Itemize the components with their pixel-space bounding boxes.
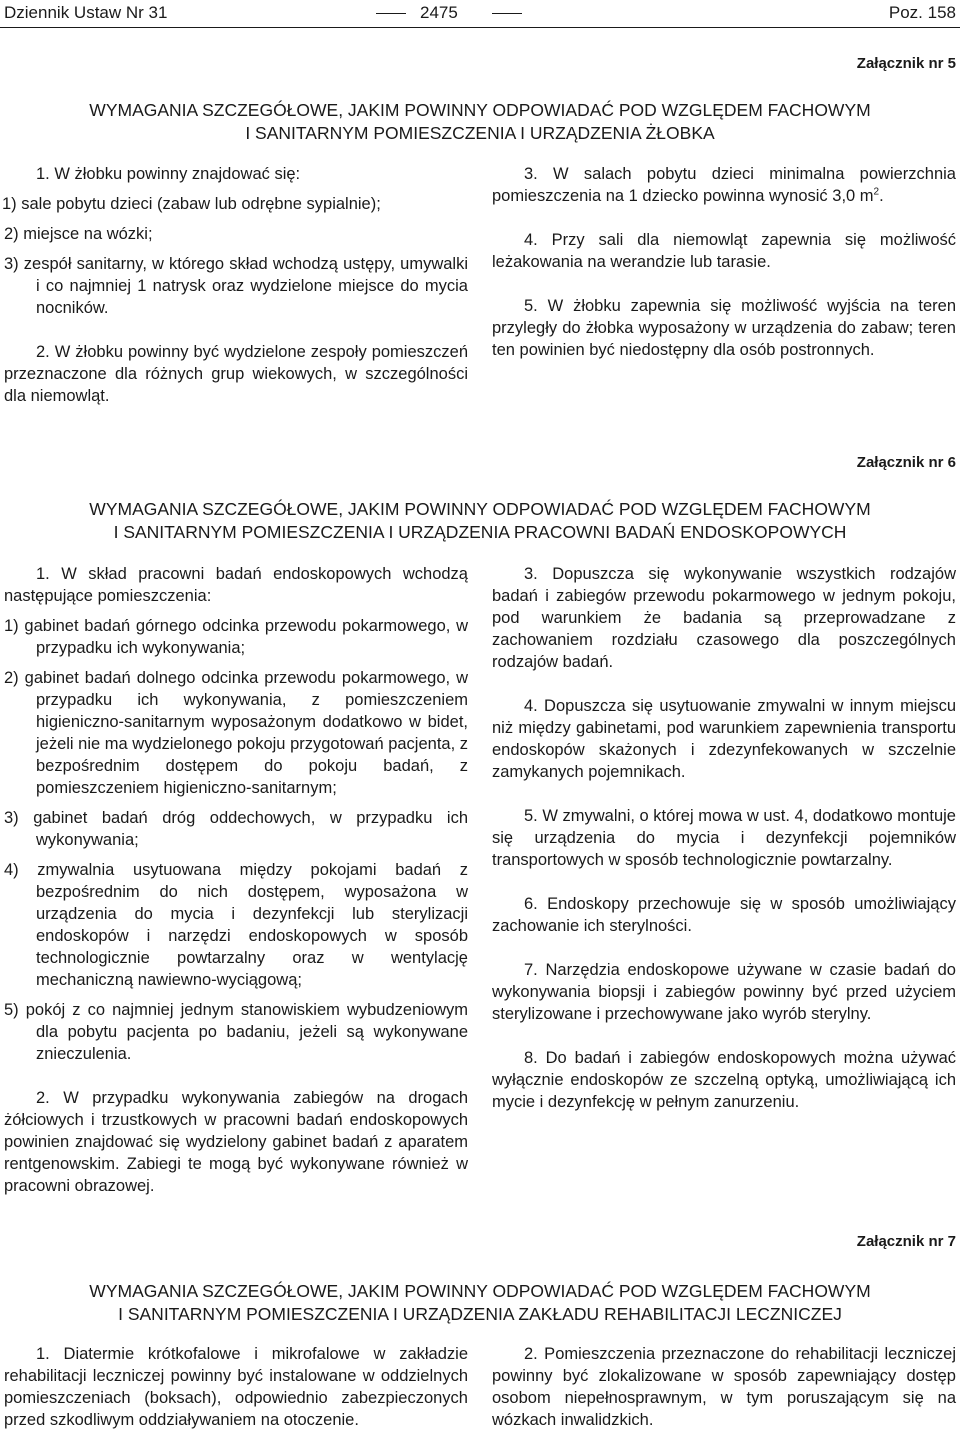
annex-5-paragraph-3-end: . bbox=[879, 187, 884, 205]
annex-5-item-1: 1) sale pobytu dzieci (zabaw lub odrębne sypialnie); bbox=[2, 195, 381, 213]
annex-6-paragraph-8: 8. Do badań i zabiegów endoskopowych można używać wyłącznie endoskopów ze szczelną optyką, umożliwiającą ich mycie i dezynfekcję w pełnym zanurzeniu. bbox=[492, 1049, 956, 1111]
annex-7-paragraph-2: 2. Pomieszczenia przeznaczone do rehabilitacji leczniczej powinny być zlokalizowane w sposób zapewniający dostęp osobom niepełnosprawnym, w tym poruszającym się na wózkach inwalidzkich. bbox=[492, 1345, 956, 1429]
annex-6-paragraph-2: 2. W przypadku wykonywania zabiegów na drogach żółciowych i trzustkowych w pracowni badań endoskopowych powinien znajdować się wydzielony gabinet badań z aparatem rentgenowskim. Zabiegi te mogą być wykonywane również w pracowni obrazowej. bbox=[4, 1089, 468, 1195]
page-number: 2475 bbox=[420, 3, 458, 22]
annex-6-title-line-2: I SANITARNYM POMIESZCZENIA I URZĄDZENIA PRACOWNI BADAŃ ENDOSKOPOWYCH bbox=[113, 522, 847, 542]
annex-5-item-2: 2) miejsce na wózki; bbox=[4, 225, 153, 243]
annex-6-item-4: 4) zmywalnia usytuowana między pokojami badań z bezpośrednim do nich dostępem, wyposażona w urządzenia do mycia i dezynfekcji lub sterylizacji endoskopów i narzędzi endoskopowych w sposób technologicznie powtarzalny oraz w wentylację mechaniczną nawiewno-wyciągową; bbox=[4, 861, 468, 989]
annex-5-title-line-2: I SANITARNYM POMIESZCZENIA I URZĄDZENIA ŻŁOBKA bbox=[245, 123, 715, 143]
annex-6-paragraph-7: 7. Narzędzia endoskopowe używane w czasie badań do wykonywania biopsji i zabiegów powinny być przed użyciem sterylizowane i przechowywane jako wyrób sterylny. bbox=[492, 961, 956, 1023]
position-number: Poz. 158 bbox=[888, 3, 956, 22]
running-header bbox=[0, 0, 960, 26]
annex-6-title bbox=[0, 498, 960, 544]
annex-5-paragraph-4: 4. Przy sali dla niemowląt zapewnia się możliwość leżakowania na werandzie lub tarasie. bbox=[492, 231, 956, 271]
annex-7-paragraph-1: 1. Diatermie krótkofalowe i mikrofalowe w zakładzie rehabilitacji leczniczej powinny być instalowane w oddzielnych pomieszczeniach (boksach), odpowiednio zabezpieczonych przed szkodliwym oddziaływaniem na otoczenie. bbox=[4, 1345, 468, 1429]
annex-5-left-column bbox=[4, 163, 468, 407]
annex-6-title-line-1: WYMAGANIA SZCZEGÓŁOWE, JAKIM POWINNY ODPOWIADAĆ POD WZGLĘDEM FACHOWYM bbox=[89, 499, 871, 519]
annex-6-item-3: 3) gabinet badań dróg oddechowych, w przypadku ich wykonywania; bbox=[4, 809, 468, 849]
annex-6-label: Załącznik nr 6 bbox=[856, 454, 956, 471]
annex-5-paragraph-3-text: 3. W salach pobytu dzieci minimalna powierzchnia pomieszczenia na 1 dziecko powinna wynosić 3,0 m bbox=[492, 165, 956, 205]
annex-7-right-column bbox=[492, 1343, 956, 1431]
annex-7-title-line-2: I SANITARNYM POMIESZCZENIA I URZĄDZENIA ZAKŁADU REHABILITACJI LECZNICZEJ bbox=[118, 1304, 842, 1324]
annex-6-right-column bbox=[492, 563, 956, 1113]
annex-5-paragraph-3 bbox=[492, 163, 956, 207]
annex-6-left-column bbox=[4, 563, 468, 1197]
header-dash-left bbox=[376, 13, 406, 14]
superscript: 2 bbox=[873, 186, 880, 198]
annex-5-item-3: 3) zespół sanitarny, w którego skład wchodzą ustępy, umywalki i co najmniej 1 natrysk oraz wydzielone miejsce do mycia nocników. bbox=[4, 255, 468, 317]
annex-6-paragraph-6: 6. Endoskopy przechowuje się w sposób umożliwiający zachowanie ich sterylności. bbox=[492, 895, 956, 935]
annex-5-title bbox=[0, 99, 960, 145]
journal-name: Dziennik Ustaw Nr 31 bbox=[4, 3, 168, 22]
annex-6-item-5: 5) pokój z co najmniej jednym stanowiskiem wybudzeniowym dla pobytu pacjenta po badaniu, jeżeli są wykonywane znieczulenia. bbox=[4, 1001, 468, 1063]
annex-7-title bbox=[0, 1280, 960, 1326]
annex-6-paragraph-4: 4. Dopuszcza się usytuowanie zmywalni w innym miejscu niż między gabinetami, pod warunkiem zapewnienia transportu endoskopów skażonych i zdezynfekowanych w szczelnie zamykanych pojemnikach. bbox=[492, 697, 956, 781]
annex-6-paragraph-3: 3. Dopuszcza się wykonywanie wszystkich rodzajów badań i zabiegów przewodu pokarmowego w jednym pokoju, pod warunkiem że badania są przeprowadzane z zachowaniem rozdziału czasowego dla poszczególnych rodzajów badań. bbox=[492, 565, 956, 671]
annex-5-title-line-1: WYMAGANIA SZCZEGÓŁOWE, JAKIM POWINNY ODPOWIADAĆ POD WZGLĘDEM FACHOWYM bbox=[89, 100, 871, 120]
annex-5-paragraph-5: 5. W żłobku zapewnia się możliwość wyjścia na teren przyległy do żłobka wyposażony w urządzenia do zabaw; teren ten powinien być niedostępny dla osób postronnych. bbox=[492, 297, 956, 359]
annex-5-label: Załącznik nr 5 bbox=[856, 55, 956, 72]
header-rule bbox=[0, 27, 960, 28]
annex-6-item-2: 2) gabinet badań dolnego odcinka przewodu pokarmowego, w przypadku ich wykonywania, z pomieszczeniem higieniczno-sanitarnym wyposażonym dodatkowo w bidet, jeżeli nie ma wydzielonego pokoju przygotowań pacjenta, z bezpośrednim dostępem do pokoju badań, z pomieszczeniem higieniczno-sanitarnym; bbox=[4, 669, 469, 797]
annex-5-right-column bbox=[492, 163, 956, 361]
annex-7-label: Załącznik nr 7 bbox=[856, 1233, 956, 1250]
annex-6-paragraph-5: 5. W zmywalni, o której mowa w ust. 4, dodatkowo montuje się urządzenia do mycia i dezynfekcji pojemników transportowych w sposób technologicznie powtarzalny. bbox=[492, 807, 956, 869]
annex-6-paragraph-1: 1. W skład pracowni badań endoskopowych wchodzą następujące pomieszczenia: bbox=[4, 565, 468, 605]
annex-5-paragraph-2: 2. W żłobku powinny być wydzielone zespoły pomieszczeń przeznaczone dla różnych grup wiekowych, w szczególności dla niemowląt. bbox=[4, 343, 468, 405]
annex-5-paragraph-1: 1. W żłobku powinny znajdować się: bbox=[36, 165, 301, 183]
header-dash-right bbox=[492, 13, 522, 14]
annex-6-item-1: 1) gabinet badań górnego odcinka przewodu pokarmowego, w przypadku ich wykonywania; bbox=[4, 617, 468, 657]
annex-7-title-line-1: WYMAGANIA SZCZEGÓŁOWE, JAKIM POWINNY ODPOWIADAĆ POD WZGLĘDEM FACHOWYM bbox=[89, 1281, 871, 1301]
annex-7-left-column bbox=[4, 1343, 468, 1431]
